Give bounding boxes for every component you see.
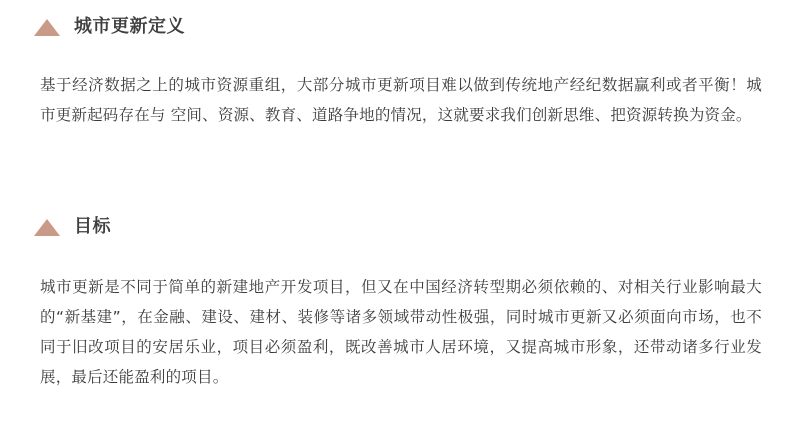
section-heading-row <box>0 212 800 242</box>
section-heading-row <box>0 12 800 42</box>
section-city-renewal-definition <box>0 12 800 130</box>
triangle-bullet-icon <box>34 19 60 36</box>
section-body: 基于经济数据之上的城市资源重组，大部分城市更新项目难以做到传统地产经纪数据赢利或者平衡！城市更新起码存在与 空间、资源、教育、道路争地的情况，这就要求我们创新思维、把资源转换为资金。 <box>40 76 762 124</box>
section-body: 城市更新是不同于简单的新建地产开发项目，但又在中国经济转型期必须依赖的、对相关行业影响最大的“新基建”，在金融、建设、建材、装修等诸多领域带动性极强，同时城市更新又必须面向市场，也不同于旧改项目的安居乐业，项目必须盈利，既改善城市人居环境，又提高城市形象，还带动诸多行业发展，最后还能盈利的项目。 <box>40 278 762 386</box>
section-heading: 目标 <box>74 216 111 237</box>
section-goal <box>0 212 800 392</box>
triangle-bullet-icon <box>34 219 60 236</box>
section-heading: 城市更新定义 <box>74 16 185 37</box>
